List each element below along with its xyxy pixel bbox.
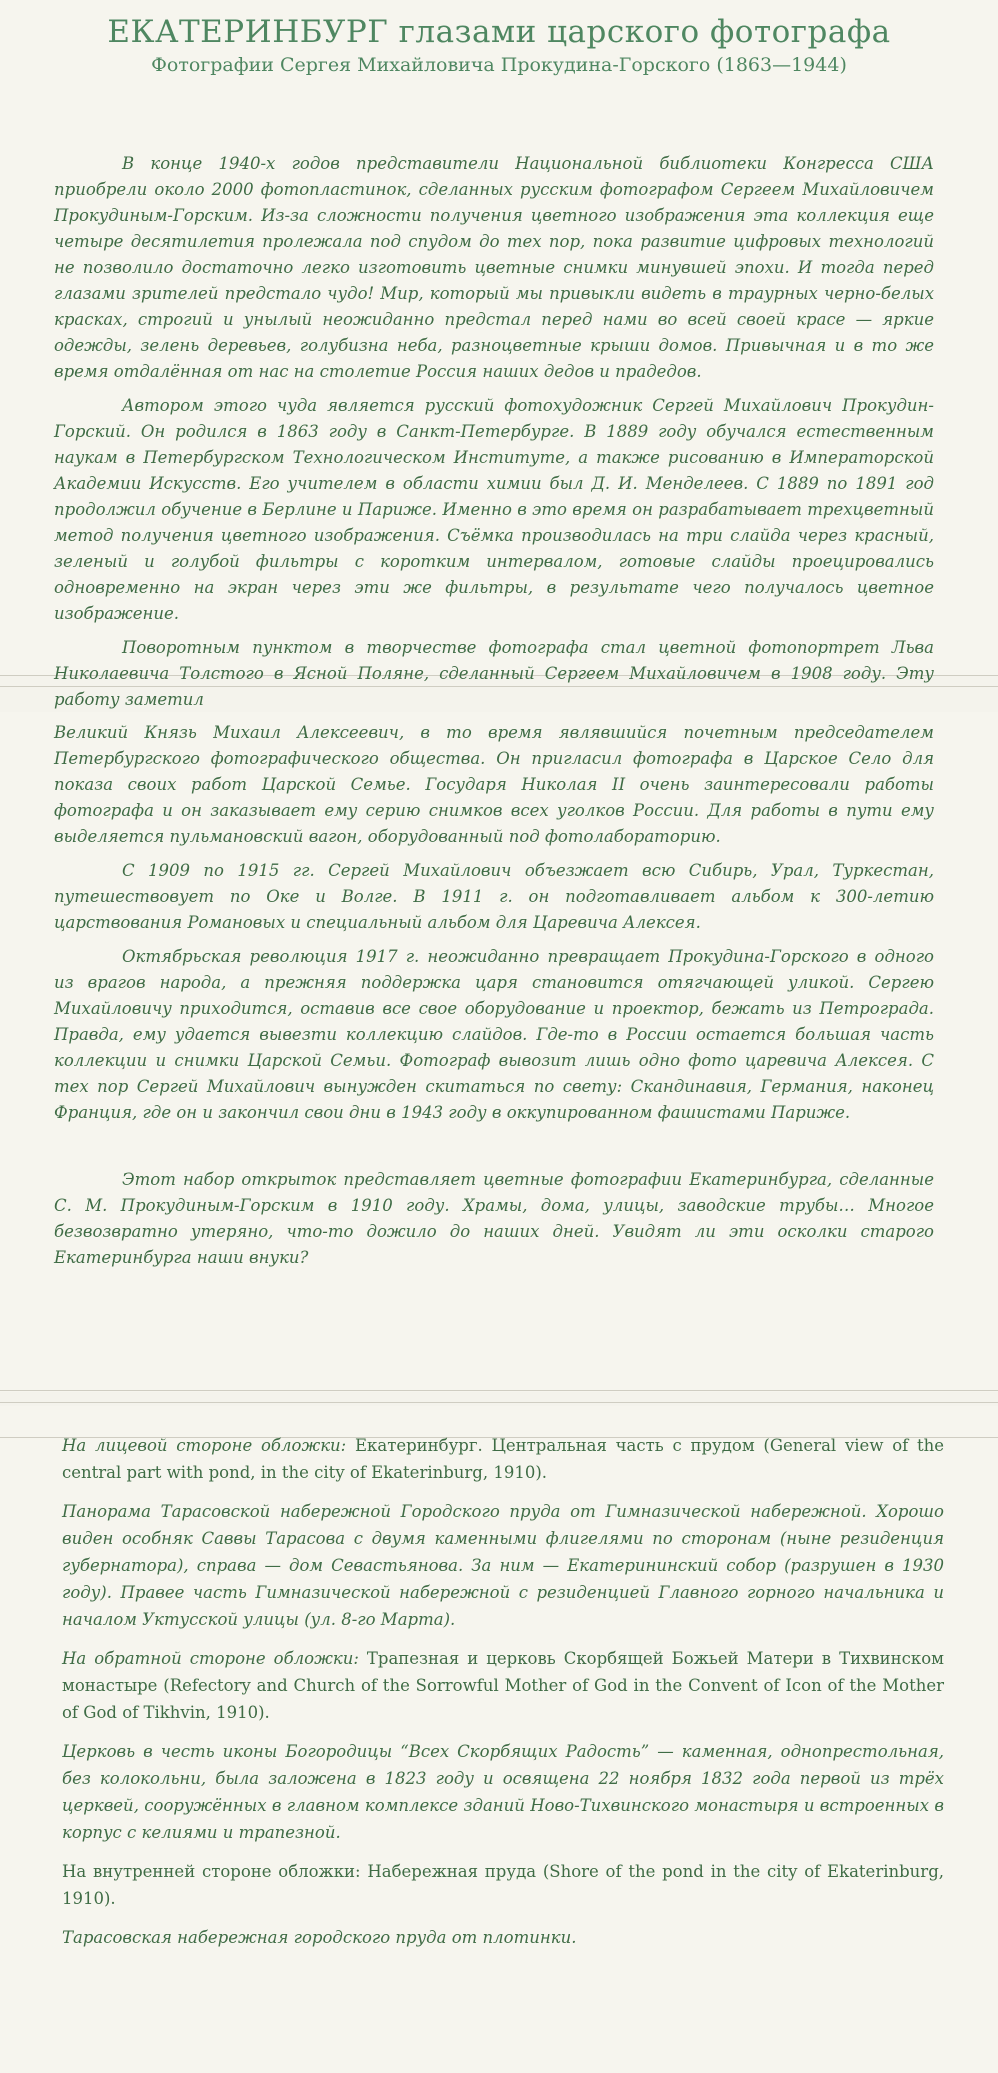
paragraph: Великий Князь Михаил Алексеевич, в то время являвшийся почетным председателем Петербургского фотографического общества. Он пригласил фотографа в Царское Село для показа своих работ Царской Семье. Государя Николая II очень заинтересовали работы фотографа и он заказывает ему серию снимков всех уголков России. Для работы в пути ему выделяется пульмановский вагон, оборудованный под фотолабораторию. — [54, 723, 934, 846]
back-cover-caption — [62, 1645, 944, 1726]
front-cover-label: На лицевой стороне обложки: — [62, 1436, 347, 1455]
cover-notes — [62, 1432, 944, 1963]
back-cover-label: На обратной стороне обложки: — [62, 1649, 359, 1668]
inner-cover-caption: На внутренней стороне обложки: Набережная пруда (Shore of the pond in the city of Ekaterinburg, 1910). — [62, 1862, 944, 1908]
back-cover-text: Трапезная и церковь Скорбящей Божьей Матери в Тихвинском монастыре (Refectory and Church of the Sorrowful Mother of God in the Convent of Icon of the Mother of God of Tikhvin, 1910). — [62, 1649, 944, 1722]
paragraph: Поворотным пунктом в творчестве фотографа стал цветной фотопортрет Льва Николаевича Толстого в Ясной Поляне, сделанный Сергеем Михайловичем в 1908 году. Эту работу заметил — [54, 638, 934, 709]
biography-text — [54, 720, 934, 1134]
front-cover-caption — [62, 1432, 944, 1486]
intro-text — [54, 151, 934, 721]
front-cover-description: Панорама Тарасовской набережной Городского пруда от Гимназической набережной. Хорошо виден особняк Саввы Тарасова с двумя каменными флигелями по сторонам (ныне резиденция губернатора), справа — дом Севастьянова. За ним — Екатерининский собор (разрушен в 1930 году). Правее часть Гимназической набережной с резиденцией Главного горного начальника и началом Уктусской улицы (ул. 8-го Марта). — [62, 1502, 944, 1629]
set-description — [54, 1167, 934, 1279]
paragraph: Автором этого чуда является русский фотохудожник Сергей Михайлович Прокудин-Горский. Он родился в 1863 году в Санкт-Петербурге. В 1889 году обучался естественным наукам в Петербургском Технологическом Институте, а также рисованию в Императорской Академии Искусств. Его учителем в области химии был Д. И. Менделеев. С 1889 по 1891 год продолжил обучение в Берлине и Париже. Именно в это время он разрабатывает трехцветный метод получения цветного изображения. Съёмка производилась на три слайда через красный, зеленый и голубой фильтры с коротким интервалом, готовые слайды проецировались одновременно на экран через эти же фильтры, в результате чего получалось цветное изображение. — [54, 396, 934, 623]
paragraph: В конце 1940-х годов представители Национальной библиотеки Конгресса США приобрели около 2000 фотопластинок, сделанных русским фотографом Сергеем Михайловичем Прокудиным-Горским. Из-за сложности получения цветного изображения эта коллекция еще четыре десятилетия пролежала под спудом до тех пор, пока развитие цифровых технологий не позволило достаточно легко изготовить цветные снимки минувшей эпохи. И тогда перед глазами зрителей предстало чудо! Мир, который мы привыкли видеть в траурных черно-белых красках, строгий и унылый неожиданно предстал перед нами во всей своей красе — яркие одежды, зелень деревьев, голубизна неба, разноцветные крыши домов. Привычная и в то же время отдалённая от нас на столетие Россия наших дедов и прадедов. — [54, 154, 934, 381]
page-title: ЕКАТЕРИНБУРГ глазами царского фотографа — [107, 14, 891, 50]
fold-line — [0, 1390, 998, 1391]
paragraph: Октябрьская революция 1917 г. неожиданно превращает Прокудина-Горского в одного из врагов народа, а прежняя поддержка царя становится отягчающей уликой. Сергею Михайловичу приходится, оставив все свое оборудование и проектор, бежать из Петрограда. Правда, ему удается вывезти коллекцию слайдов. Где-то в России остается большая часть коллекции и снимки Царской Семьи. Фотограф вывозит лишь одно фото царевича Алексея. С тех пор Сергей Михайлович вынужден скитаться по свету: Скандинавия, Германия, наконец Франция, где он и закончил свои дни в 1943 году в оккупированном фашистами Париже. — [54, 947, 934, 1122]
page-subtitle: Фотографии Сергея Михайловича Прокудина-Горского (1863—1944) — [151, 54, 847, 76]
back-cover-description: Церковь в честь иконы Богородицы “Всех Скорбящих Радость” — каменная, однопрестольная, без колокольни, была заложена в 1823 году и освящена 22 ноября 1832 года первой из трёх церквей, сооружённых в главном комплексе зданий Ново-Тихвинского монастыря и встроенных в корпус с келиями и трапезной. — [62, 1742, 944, 1842]
paragraph: С 1909 по 1915 гг. Сергей Михайлович объезжает всю Сибирь, Урал, Туркестан, путешествовует по Оке и Волге. В 1911 г. он подготавливает альбом к 300-летию царствования Романовых и специальный альбом для Царевича Алексея. — [54, 861, 934, 932]
front-cover-text: Екатеринбург. Центральная часть с прудом (General view of the central part with pond, in the city of Ekaterinburg, 1910). — [62, 1436, 945, 1482]
paragraph: Этот набор открыток представляет цветные фотографии Екатеринбурга, сделанные С. М. Прокудиным-Горским в 1910 году. Храмы, дома, улицы, заводские трубы… Многое безвозвратно утеряно, что-то дожило до наших дней. Увидят ли эти осколки старого Екатеринбурга наши внуки? — [54, 1170, 934, 1267]
inner-cover-description: Тарасовская набережная городского пруда от плотинки. — [62, 1928, 577, 1947]
fold-line — [0, 1402, 998, 1403]
